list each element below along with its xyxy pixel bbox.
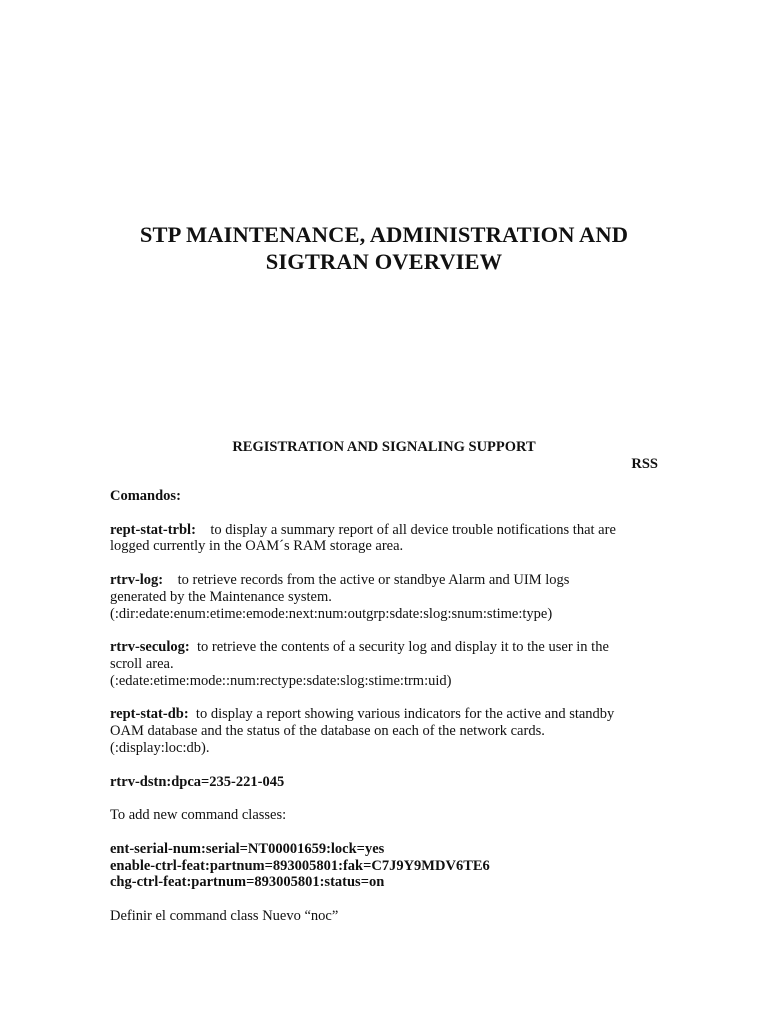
document-body	[110, 488, 666, 942]
command-entry	[110, 706, 666, 756]
command-params: (:display:loc:db).	[110, 739, 210, 756]
command-params: (:dir:edate:enum:etime:emode:next:num:outgrp:sdate:slog:snum:stime:type)	[110, 605, 553, 622]
command-entry	[110, 639, 666, 689]
title-line-2: SIGTRAN OVERVIEW	[265, 249, 503, 274]
command-name: rept-stat-db:	[110, 706, 189, 723]
command-description: scroll area.	[110, 655, 174, 672]
command-description: to retrieve the contents of a security log and display it to the user in the	[196, 639, 609, 656]
class-command: chg-ctrl-feat:partnum=893005801:status=on	[110, 874, 385, 891]
document-title	[0, 221, 768, 275]
command-description: generated by the Maintenance system.	[110, 588, 332, 605]
command-name: rtrv-seculog:	[110, 639, 190, 656]
command-description: to retrieve records from the active or standbye Alarm and UIM logs	[177, 571, 570, 588]
commands-heading: Comandos:	[110, 488, 181, 504]
closing-text: Definir el command class Nuevo “noc”	[110, 907, 339, 924]
command-description: logged currently in the OAM´s RAM storage area.	[110, 538, 404, 555]
title-line-1: STP MAINTENANCE, ADMINISTRATION AND	[139, 222, 629, 247]
dstn-command: rtrv-dstn:dpca=235-221-045	[110, 773, 285, 790]
class-command: enable-ctrl-feat:partnum=893005801:fak=C7J9Y9MDV6TE6	[110, 857, 490, 874]
command-description: OAM database and the status of the database on each of the network cards.	[110, 723, 545, 740]
command-params: (:edate:etime:mode::num:rectype:sdate:slog:stime:trm:uid)	[110, 672, 452, 689]
section-tag: RSS	[631, 456, 658, 472]
command-name: rept-stat-trbl:	[110, 521, 196, 538]
command-description: to display a summary report of all device trouble notifications that are	[210, 521, 616, 538]
add-classes-text: To add new command classes:	[110, 807, 287, 824]
section-heading: REGISTRATION AND SIGNALING SUPPORT	[232, 439, 536, 455]
command-entry	[110, 522, 666, 556]
command-description: to display a report showing various indicators for the active and standby	[195, 706, 615, 723]
command-name: rtrv-log:	[110, 571, 164, 588]
class-command-list	[110, 841, 666, 891]
class-command: ent-serial-num:serial=NT00001659:lock=yes	[110, 840, 385, 857]
command-entry	[110, 572, 666, 622]
